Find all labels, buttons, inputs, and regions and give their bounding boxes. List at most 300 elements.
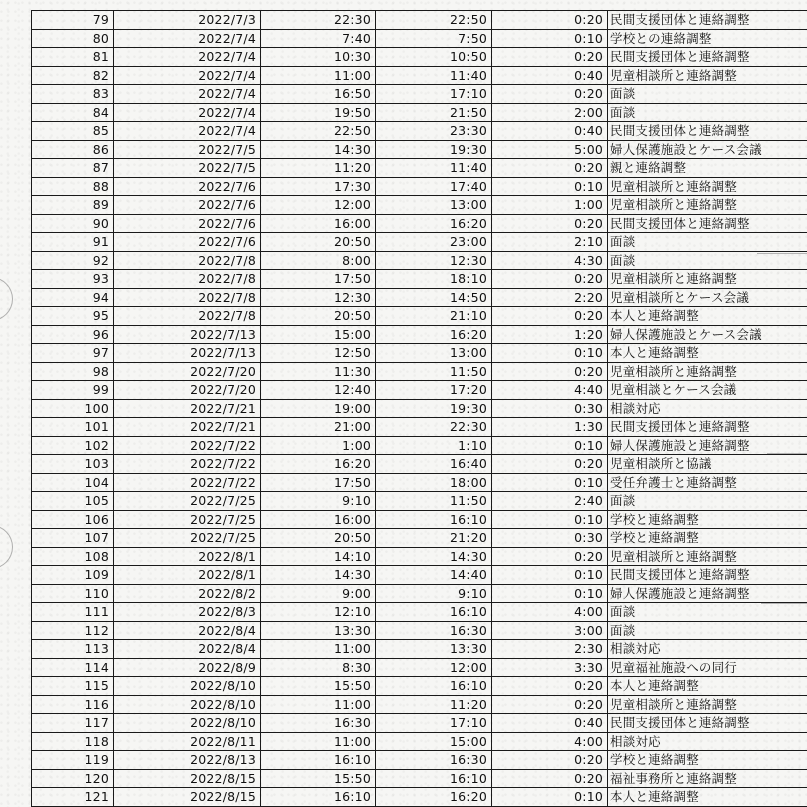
- start-time-cell: 17:50: [261, 473, 376, 492]
- table-row: [32, 695, 807, 714]
- end-time-cell: 11:40: [376, 66, 492, 85]
- date-cell: 2022/7/4: [114, 66, 261, 85]
- activity-content-cell: 民間支援団体と連絡調整: [608, 566, 807, 585]
- duration-cell: 0:40: [492, 66, 608, 85]
- start-time-cell: 8:00: [261, 251, 376, 270]
- record-number-cell: 120: [32, 769, 114, 788]
- end-time-cell: 22:50: [376, 11, 492, 30]
- date-cell: 2022/7/6: [114, 177, 261, 196]
- duration-cell: 0:40: [492, 714, 608, 733]
- date-cell: 2022/7/6: [114, 233, 261, 252]
- activity-content-cell: 児童相談所と連絡調整: [608, 362, 807, 381]
- table-row: [32, 640, 807, 659]
- end-time-cell: 17:40: [376, 177, 492, 196]
- duration-cell: 2:40: [492, 492, 608, 511]
- table-row: [32, 677, 807, 696]
- record-number-cell: 119: [32, 751, 114, 770]
- record-number-cell: 98: [32, 362, 114, 381]
- activity-content-cell: 児童相談所と連絡調整: [608, 270, 807, 289]
- record-number-cell: 114: [32, 658, 114, 677]
- duration-cell: 0:20: [492, 751, 608, 770]
- table-row: [32, 251, 807, 270]
- table-row: [32, 621, 807, 640]
- record-number-cell: 86: [32, 140, 114, 159]
- table-row: [32, 418, 807, 437]
- start-time-cell: 15:50: [261, 769, 376, 788]
- record-number-cell: 84: [32, 103, 114, 122]
- table-row: [32, 547, 807, 566]
- table-row: [32, 307, 807, 326]
- duration-cell: 0:20: [492, 677, 608, 696]
- duration-cell: 2:10: [492, 233, 608, 252]
- start-time-cell: 8:30: [261, 658, 376, 677]
- start-time-cell: 15:50: [261, 677, 376, 696]
- record-number-cell: 102: [32, 436, 114, 455]
- end-time-cell: 16:30: [376, 621, 492, 640]
- start-time-cell: 12:30: [261, 288, 376, 307]
- date-cell: 2022/7/3: [114, 11, 261, 30]
- date-cell: 2022/8/4: [114, 640, 261, 659]
- end-time-cell: 16:40: [376, 455, 492, 474]
- activity-log-body: [32, 11, 807, 807]
- activity-content-cell: 婦人保護施設とケース会議: [608, 325, 807, 344]
- activity-content-cell: 受任弁護士と連絡調整: [608, 473, 807, 492]
- start-time-cell: 11:00: [261, 640, 376, 659]
- end-time-cell: 17:10: [376, 714, 492, 733]
- start-time-cell: 9:10: [261, 492, 376, 511]
- date-cell: 2022/7/21: [114, 399, 261, 418]
- duration-cell: 0:20: [492, 159, 608, 178]
- end-time-cell: 9:10: [376, 584, 492, 603]
- table-row: [32, 177, 807, 196]
- start-time-cell: 16:50: [261, 85, 376, 104]
- end-time-cell: 12:00: [376, 658, 492, 677]
- end-time-cell: 16:20: [376, 214, 492, 233]
- table-row: [32, 529, 807, 548]
- table-row: [32, 270, 807, 289]
- end-time-cell: 11:50: [376, 362, 492, 381]
- record-number-cell: 99: [32, 381, 114, 400]
- record-number-cell: 81: [32, 48, 114, 67]
- record-number-cell: 95: [32, 307, 114, 326]
- table-row: [32, 233, 807, 252]
- activity-content-cell: 児童相談所と連絡調整: [608, 177, 807, 196]
- date-cell: 2022/8/10: [114, 695, 261, 714]
- activity-content-cell: 民間支援団体と連絡調整: [608, 418, 807, 437]
- table-row: [32, 714, 807, 733]
- table-row: [32, 344, 807, 363]
- table-row: [32, 751, 807, 770]
- table-row: [32, 196, 807, 215]
- record-number-cell: 118: [32, 732, 114, 751]
- date-cell: 2022/7/6: [114, 214, 261, 233]
- date-cell: 2022/8/4: [114, 621, 261, 640]
- date-cell: 2022/8/10: [114, 714, 261, 733]
- end-time-cell: 19:30: [376, 140, 492, 159]
- date-cell: 2022/8/11: [114, 732, 261, 751]
- activity-content-cell: 福祉事務所と連絡調整: [608, 769, 807, 788]
- date-cell: 2022/7/25: [114, 492, 261, 511]
- duration-cell: 2:20: [492, 288, 608, 307]
- table-row: [32, 492, 807, 511]
- duration-cell: 5:00: [492, 140, 608, 159]
- start-time-cell: 14:10: [261, 547, 376, 566]
- record-number-cell: 96: [32, 325, 114, 344]
- date-cell: 2022/8/13: [114, 751, 261, 770]
- end-time-cell: 16:10: [376, 603, 492, 622]
- date-cell: 2022/7/22: [114, 473, 261, 492]
- record-number-cell: 82: [32, 66, 114, 85]
- date-cell: 2022/7/4: [114, 29, 261, 48]
- start-time-cell: 12:10: [261, 603, 376, 622]
- start-time-cell: 22:30: [261, 11, 376, 30]
- activity-content-cell: 親と連絡調整: [608, 159, 807, 178]
- table-row: [32, 66, 807, 85]
- end-time-cell: 14:50: [376, 288, 492, 307]
- end-time-cell: 18:00: [376, 473, 492, 492]
- date-cell: 2022/8/1: [114, 566, 261, 585]
- duration-cell: 0:10: [492, 177, 608, 196]
- start-time-cell: 11:00: [261, 732, 376, 751]
- table-row: [32, 566, 807, 585]
- date-cell: 2022/8/3: [114, 603, 261, 622]
- end-time-cell: 12:30: [376, 251, 492, 270]
- date-cell: 2022/7/21: [114, 418, 261, 437]
- duration-cell: 0:20: [492, 214, 608, 233]
- end-time-cell: 19:30: [376, 399, 492, 418]
- activity-content-cell: 婦人保護施設と連絡調整: [608, 436, 807, 455]
- activity-content-cell: 本人と連絡調整: [608, 677, 807, 696]
- date-cell: 2022/7/20: [114, 362, 261, 381]
- duration-cell: 0:10: [492, 566, 608, 585]
- start-time-cell: 20:50: [261, 233, 376, 252]
- start-time-cell: 19:00: [261, 399, 376, 418]
- duration-cell: 0:30: [492, 529, 608, 548]
- activity-content-cell: 面談: [608, 103, 807, 122]
- date-cell: 2022/7/13: [114, 325, 261, 344]
- end-time-cell: 21:10: [376, 307, 492, 326]
- activity-content-cell: 面談: [608, 85, 807, 104]
- activity-content-cell: 本人と連絡調整: [608, 788, 807, 807]
- date-cell: 2022/7/4: [114, 122, 261, 141]
- start-time-cell: 20:50: [261, 529, 376, 548]
- duration-cell: 0:20: [492, 769, 608, 788]
- duration-cell: 0:20: [492, 455, 608, 474]
- start-time-cell: 12:40: [261, 381, 376, 400]
- end-time-cell: 15:00: [376, 732, 492, 751]
- table-row: [32, 381, 807, 400]
- date-cell: 2022/7/5: [114, 159, 261, 178]
- table-row: [32, 510, 807, 529]
- end-time-cell: 7:50: [376, 29, 492, 48]
- duration-cell: 3:30: [492, 658, 608, 677]
- punch-hole-mark: [0, 277, 13, 321]
- activity-content-cell: 学校との連絡調整: [608, 29, 807, 48]
- date-cell: 2022/7/25: [114, 510, 261, 529]
- record-number-cell: 92: [32, 251, 114, 270]
- date-cell: 2022/8/15: [114, 788, 261, 807]
- record-number-cell: 100: [32, 399, 114, 418]
- date-cell: 2022/8/2: [114, 584, 261, 603]
- end-time-cell: 1:10: [376, 436, 492, 455]
- duration-cell: 0:10: [492, 473, 608, 492]
- table-row: [32, 122, 807, 141]
- activity-content-cell: 児童相談所と連絡調整: [608, 547, 807, 566]
- date-cell: 2022/7/20: [114, 381, 261, 400]
- record-number-cell: 115: [32, 677, 114, 696]
- duration-cell: 0:10: [492, 436, 608, 455]
- table-row: [32, 769, 807, 788]
- start-time-cell: 19:50: [261, 103, 376, 122]
- table-row: [32, 11, 807, 30]
- table-row: [32, 732, 807, 751]
- duration-cell: 2:00: [492, 103, 608, 122]
- end-time-cell: 13:00: [376, 196, 492, 215]
- end-time-cell: 21:50: [376, 103, 492, 122]
- duration-cell: 0:10: [492, 29, 608, 48]
- date-cell: 2022/7/13: [114, 344, 261, 363]
- start-time-cell: 16:00: [261, 214, 376, 233]
- end-time-cell: 16:10: [376, 510, 492, 529]
- date-cell: 2022/7/22: [114, 436, 261, 455]
- end-time-cell: 11:20: [376, 695, 492, 714]
- table-row: [32, 288, 807, 307]
- start-time-cell: 20:50: [261, 307, 376, 326]
- date-cell: 2022/7/8: [114, 288, 261, 307]
- date-cell: 2022/8/10: [114, 677, 261, 696]
- start-time-cell: 11:20: [261, 159, 376, 178]
- record-number-cell: 103: [32, 455, 114, 474]
- record-number-cell: 97: [32, 344, 114, 363]
- activity-content-cell: 婦人保護施設とケース会議: [608, 140, 807, 159]
- duration-cell: 2:30: [492, 640, 608, 659]
- start-time-cell: 14:30: [261, 566, 376, 585]
- record-number-cell: 85: [32, 122, 114, 141]
- activity-content-cell: 民間支援団体と連絡調整: [608, 11, 807, 30]
- record-number-cell: 117: [32, 714, 114, 733]
- activity-content-cell: 児童相談所とケース会議: [608, 288, 807, 307]
- start-time-cell: 16:20: [261, 455, 376, 474]
- record-number-cell: 89: [32, 196, 114, 215]
- duration-cell: 0:10: [492, 510, 608, 529]
- record-number-cell: 108: [32, 547, 114, 566]
- activity-content-cell: 本人と連絡調整: [608, 307, 807, 326]
- table-row: [32, 140, 807, 159]
- start-time-cell: 12:50: [261, 344, 376, 363]
- date-cell: 2022/7/8: [114, 270, 261, 289]
- activity-content-cell: 児童相談所と連絡調整: [608, 196, 807, 215]
- date-cell: 2022/7/4: [114, 103, 261, 122]
- date-cell: 2022/7/4: [114, 85, 261, 104]
- end-time-cell: 16:30: [376, 751, 492, 770]
- start-time-cell: 11:00: [261, 695, 376, 714]
- activity-content-cell: 本人と連絡調整: [608, 344, 807, 363]
- duration-cell: 0:20: [492, 85, 608, 104]
- duration-cell: 0:10: [492, 788, 608, 807]
- start-time-cell: 16:10: [261, 788, 376, 807]
- start-time-cell: 7:40: [261, 29, 376, 48]
- table-row: [32, 584, 807, 603]
- activity-content-cell: 学校と連絡調整: [608, 529, 807, 548]
- duration-cell: 4:00: [492, 732, 608, 751]
- activity-content-cell: 民間支援団体と連絡調整: [608, 714, 807, 733]
- table-row: [32, 603, 807, 622]
- table-row: [32, 85, 807, 104]
- start-time-cell: 16:00: [261, 510, 376, 529]
- record-number-cell: 105: [32, 492, 114, 511]
- record-number-cell: 113: [32, 640, 114, 659]
- end-time-cell: 11:40: [376, 159, 492, 178]
- activity-content-cell: 民間支援団体と連絡調整: [608, 48, 807, 67]
- activity-content-cell: 面談: [608, 621, 807, 640]
- end-time-cell: 11:50: [376, 492, 492, 511]
- end-time-cell: 14:40: [376, 566, 492, 585]
- record-number-cell: 88: [32, 177, 114, 196]
- activity-content-cell: 民間支援団体と連絡調整: [608, 214, 807, 233]
- table-row: [32, 103, 807, 122]
- table-row: [32, 325, 807, 344]
- activity-content-cell: 児童相談とケース会議: [608, 381, 807, 400]
- duration-cell: 1:00: [492, 196, 608, 215]
- date-cell: 2022/7/8: [114, 307, 261, 326]
- table-row: [32, 658, 807, 677]
- table-row: [32, 362, 807, 381]
- record-number-cell: 93: [32, 270, 114, 289]
- record-number-cell: 94: [32, 288, 114, 307]
- date-cell: 2022/8/9: [114, 658, 261, 677]
- table-row: [32, 29, 807, 48]
- record-number-cell: 90: [32, 214, 114, 233]
- end-time-cell: 17:10: [376, 85, 492, 104]
- start-time-cell: 9:00: [261, 584, 376, 603]
- date-cell: 2022/7/25: [114, 529, 261, 548]
- activity-content-cell: 面談: [608, 233, 807, 252]
- duration-cell: 1:20: [492, 325, 608, 344]
- activity-content-cell: 相談対応: [608, 399, 807, 418]
- record-number-cell: 121: [32, 788, 114, 807]
- start-time-cell: 12:00: [261, 196, 376, 215]
- activity-content-cell: 学校と連絡調整: [608, 751, 807, 770]
- duration-cell: 0:20: [492, 547, 608, 566]
- duration-cell: 0:20: [492, 11, 608, 30]
- start-time-cell: 22:50: [261, 122, 376, 141]
- duration-cell: 0:10: [492, 584, 608, 603]
- record-number-cell: 87: [32, 159, 114, 178]
- table-row: [32, 399, 807, 418]
- duration-cell: 4:40: [492, 381, 608, 400]
- duration-cell: 0:20: [492, 695, 608, 714]
- activity-content-cell: 相談対応: [608, 732, 807, 751]
- end-time-cell: 16:10: [376, 769, 492, 788]
- table-row: [32, 159, 807, 178]
- end-time-cell: 17:20: [376, 381, 492, 400]
- duration-cell: 0:30: [492, 399, 608, 418]
- activity-log-table: [31, 10, 807, 807]
- start-time-cell: 1:00: [261, 436, 376, 455]
- date-cell: 2022/7/6: [114, 196, 261, 215]
- activity-content-cell: 面談: [608, 492, 807, 511]
- activity-content-cell: 児童相談所と協議: [608, 455, 807, 474]
- end-time-cell: 21:20: [376, 529, 492, 548]
- end-time-cell: 16:10: [376, 677, 492, 696]
- punch-hole-mark: [0, 525, 13, 569]
- end-time-cell: 23:30: [376, 122, 492, 141]
- activity-content-cell: 婦人保護施設と連絡調整: [608, 584, 807, 603]
- date-cell: 2022/7/4: [114, 48, 261, 67]
- record-number-cell: 116: [32, 695, 114, 714]
- activity-content-cell: 面談: [608, 251, 807, 270]
- activity-content-cell: 児童相談所と連絡調整: [608, 66, 807, 85]
- start-time-cell: 16:10: [261, 751, 376, 770]
- start-time-cell: 14:30: [261, 140, 376, 159]
- duration-cell: 0:20: [492, 307, 608, 326]
- end-time-cell: 13:30: [376, 640, 492, 659]
- record-number-cell: 79: [32, 11, 114, 30]
- record-number-cell: 91: [32, 233, 114, 252]
- activity-content-cell: 面談: [608, 603, 807, 622]
- start-time-cell: 17:30: [261, 177, 376, 196]
- activity-content-cell: 児童福祉施設への同行: [608, 658, 807, 677]
- start-time-cell: 16:30: [261, 714, 376, 733]
- start-time-cell: 15:00: [261, 325, 376, 344]
- duration-cell: 0:20: [492, 362, 608, 381]
- record-number-cell: 80: [32, 29, 114, 48]
- duration-cell: 3:00: [492, 621, 608, 640]
- record-number-cell: 109: [32, 566, 114, 585]
- duration-cell: 4:00: [492, 603, 608, 622]
- start-time-cell: 21:00: [261, 418, 376, 437]
- duration-cell: 0:20: [492, 270, 608, 289]
- activity-content-cell: 民間支援団体と連絡調整: [608, 122, 807, 141]
- record-number-cell: 106: [32, 510, 114, 529]
- duration-cell: 0:10: [492, 344, 608, 363]
- end-time-cell: 13:00: [376, 344, 492, 363]
- start-time-cell: 17:50: [261, 270, 376, 289]
- start-time-cell: 11:00: [261, 66, 376, 85]
- end-time-cell: 16:20: [376, 788, 492, 807]
- end-time-cell: 14:30: [376, 547, 492, 566]
- duration-cell: 0:20: [492, 48, 608, 67]
- date-cell: 2022/8/1: [114, 547, 261, 566]
- record-number-cell: 110: [32, 584, 114, 603]
- record-number-cell: 112: [32, 621, 114, 640]
- table-row: [32, 48, 807, 67]
- date-cell: 2022/7/8: [114, 251, 261, 270]
- table-row: [32, 436, 807, 455]
- end-time-cell: 18:10: [376, 270, 492, 289]
- duration-cell: 1:30: [492, 418, 608, 437]
- start-time-cell: 10:30: [261, 48, 376, 67]
- duration-cell: 0:40: [492, 122, 608, 141]
- end-time-cell: 16:20: [376, 325, 492, 344]
- activity-content-cell: 児童相談所と連絡調整: [608, 695, 807, 714]
- date-cell: 2022/7/22: [114, 455, 261, 474]
- date-cell: 2022/8/15: [114, 769, 261, 788]
- table-row: [32, 473, 807, 492]
- record-number-cell: 111: [32, 603, 114, 622]
- date-cell: 2022/7/5: [114, 140, 261, 159]
- activity-content-cell: 学校と連絡調整: [608, 510, 807, 529]
- record-number-cell: 104: [32, 473, 114, 492]
- start-time-cell: 13:30: [261, 621, 376, 640]
- table-row: [32, 788, 807, 807]
- end-time-cell: 22:30: [376, 418, 492, 437]
- record-number-cell: 107: [32, 529, 114, 548]
- table-row: [32, 455, 807, 474]
- end-time-cell: 23:00: [376, 233, 492, 252]
- end-time-cell: 10:50: [376, 48, 492, 67]
- record-number-cell: 101: [32, 418, 114, 437]
